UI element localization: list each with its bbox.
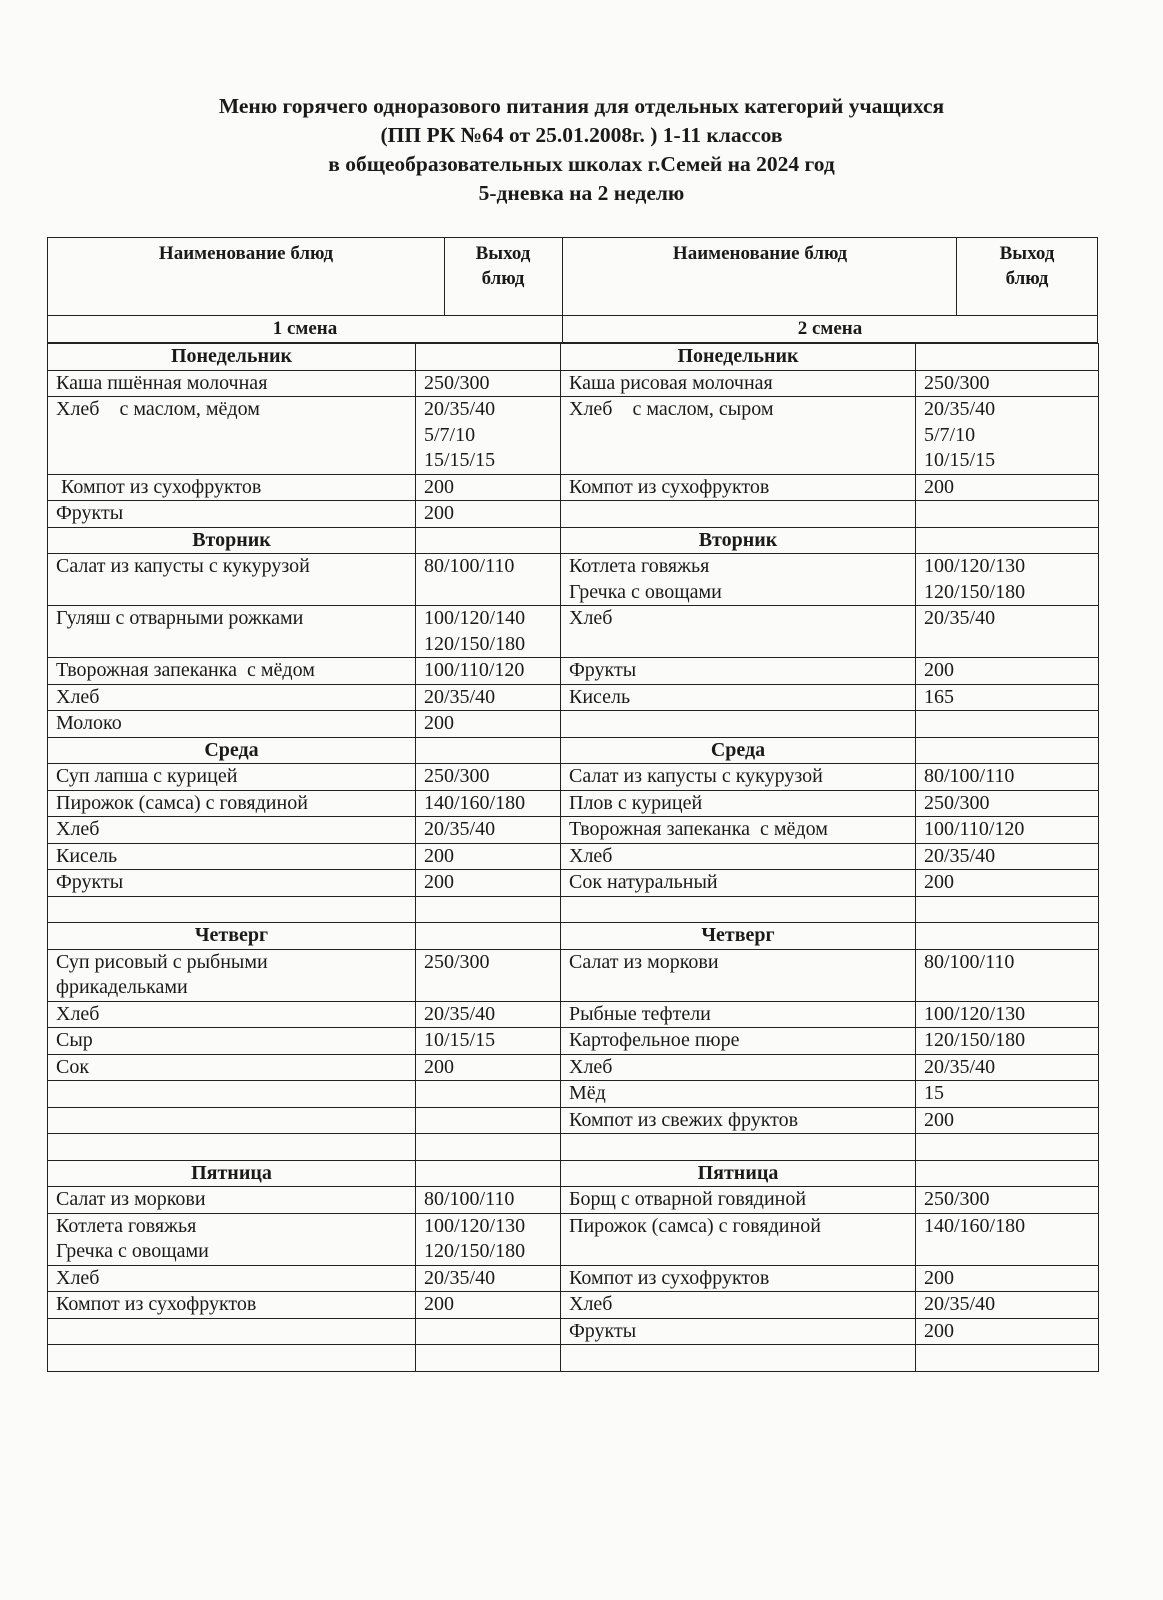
day-label-shift1: Понедельник [48,344,416,371]
dish-yield-shift1: 20/35/40 [416,1265,561,1292]
dish-yield-shift2: 100/120/130 120/150/180 [916,554,1099,606]
dish-yield-shift1: 20/35/40 5/7/10 15/15/15 [416,397,561,475]
dish-name-shift1: Каша пшённая молочная [48,370,416,397]
dish-name-shift2: Борщ с отварной говядиной [561,1187,916,1214]
header-dish-name-left: Наименование блюд [158,243,334,264]
day-header-row [48,344,1099,371]
dish-name-shift2: Пирожок (самса) с говядиной [561,1213,916,1265]
dish-yield-shift2: 120/150/180 [916,1028,1099,1055]
dish-yield-shift2 [916,501,1099,528]
empty-cell [916,1160,1099,1187]
dish-name-shift1: Фрукты [48,870,416,897]
table-row [48,896,1099,923]
dish-yield-shift2 [916,896,1099,923]
dish-yield-shift2: 200 [916,870,1099,897]
dish-yield-shift2 [916,1134,1099,1161]
shift-row [47,316,1098,343]
dish-yield-shift1 [416,1345,561,1372]
table-row [48,1054,1099,1081]
dish-name-shift1 [48,1318,416,1345]
dish-name-shift1: Суп рисовый с рыбными фрикадельками [48,949,416,1001]
day-label-shift1: Пятница [48,1160,416,1187]
dish-name-shift2 [561,896,916,923]
day-label-shift2: Среда [561,737,916,764]
dish-yield-shift1: 200 [416,501,561,528]
dish-name-shift2 [561,1345,916,1372]
empty-cell [416,344,561,371]
day-label-shift2: Четверг [561,923,916,950]
dish-yield-shift1: 100/120/140 120/150/180 [416,606,561,658]
table-row [48,711,1099,738]
dish-yield-shift1: 200 [416,711,561,738]
dish-yield-shift2: 20/35/40 [916,606,1099,658]
dish-yield-shift2: 20/35/40 [916,1054,1099,1081]
dish-name-shift2: Салат из капусты с кукурузой [561,764,916,791]
dish-name-shift2: Компот из сухофруктов [561,474,916,501]
day-label-shift1: Среда [48,737,416,764]
header-yield-left [445,238,561,315]
dish-name-shift2: Хлеб [561,1054,916,1081]
dish-yield-shift2: 15 [916,1081,1099,1108]
table-row [48,397,1099,475]
dish-yield-shift1: 20/35/40 [416,817,561,844]
empty-cell [416,737,561,764]
day-label-shift1: Четверг [48,923,416,950]
dish-yield-shift2: 100/110/120 [916,817,1099,844]
dish-yield-shift2: 200 [916,1107,1099,1134]
dish-yield-shift2: 20/35/40 5/7/10 10/15/15 [916,397,1099,475]
dish-yield-shift2: 20/35/40 [916,843,1099,870]
empty-cell [416,1160,561,1187]
empty-cell [916,737,1099,764]
dish-name-shift2: Кисель [561,684,916,711]
header-yield-left-line2: блюд [481,268,525,289]
table-row [48,1213,1099,1265]
dish-yield-shift2: 250/300 [916,1187,1099,1214]
dish-yield-shift2: 140/160/180 [916,1213,1099,1265]
table-row [48,870,1099,897]
header-yield-left-line1: Выход [475,243,531,264]
table-row [48,606,1099,658]
dish-yield-shift1: 100/110/120 [416,658,561,685]
dish-yield-shift1: 250/300 [416,764,561,791]
table-row [48,1001,1099,1028]
day-label-shift2: Вторник [561,527,916,554]
table-row [48,790,1099,817]
dish-name-shift2: Фрукты [561,658,916,685]
dish-yield-shift1: 10/15/15 [416,1028,561,1055]
dish-name-shift1: Салат из капусты с кукурузой [48,554,416,606]
table-row [48,474,1099,501]
day-label-shift2: Пятница [561,1160,916,1187]
dish-name-shift2: Компот из свежих фруктов [561,1107,916,1134]
empty-cell [916,527,1099,554]
header-yield-right-line1: Выход [999,243,1055,264]
dish-name-shift1: Хлеб [48,817,416,844]
dish-name-shift1 [48,1107,416,1134]
table-row [48,501,1099,528]
dish-name-shift1: Котлета говяжья Гречка с овощами [48,1213,416,1265]
dish-yield-shift1: 140/160/180 [416,790,561,817]
dish-yield-shift1: 250/300 [416,949,561,1001]
table-row [48,658,1099,685]
dish-yield-shift1: 200 [416,843,561,870]
header-dish-name-right: Наименование блюд [672,243,848,264]
menu-table [47,237,1098,1372]
title-line-3: в общеобразовательных школах г.Семей на 2024 год [328,152,835,176]
empty-cell [916,923,1099,950]
dish-name-shift2 [561,711,916,738]
dish-yield-shift2: 200 [916,474,1099,501]
dish-name-shift1 [48,1345,416,1372]
dish-yield-shift1: 200 [416,474,561,501]
dish-name-shift2: Хлеб [561,1292,916,1319]
dish-yield-shift1: 200 [416,870,561,897]
dish-yield-shift1 [416,1318,561,1345]
dish-name-shift1: Гуляш с отварными рожками [48,606,416,658]
day-label-shift1: Вторник [48,527,416,554]
dish-yield-shift2: 250/300 [916,790,1099,817]
dish-yield-shift1 [416,896,561,923]
dish-yield-shift2: 200 [916,658,1099,685]
shift-2-label: 2 смена [797,318,863,339]
dish-name-shift2: Плов с курицей [561,790,916,817]
dish-name-shift2: Салат из моркови [561,949,916,1001]
dish-name-shift2: Каша рисовая молочная [561,370,916,397]
title-line-1: Меню горячего одноразового питания для отдельных категорий учащихся [218,94,945,118]
dish-name-shift2: Хлеб [561,843,916,870]
dish-yield-shift2: 100/120/130 [916,1001,1099,1028]
table-row [48,949,1099,1001]
dish-name-shift1: Кисель [48,843,416,870]
dish-name-shift1: Пирожок (самса) с говядиной [48,790,416,817]
day-header-row [48,923,1099,950]
dish-yield-shift2: 80/100/110 [916,764,1099,791]
empty-cell [916,344,1099,371]
dish-name-shift2 [561,501,916,528]
dish-name-shift2: Рыбные тефтели [561,1001,916,1028]
dish-name-shift1: Хлеб [48,684,416,711]
dish-name-shift1: Сок [48,1054,416,1081]
dish-name-shift1: Творожная запеканка с мёдом [48,658,416,685]
table-row [48,1107,1099,1134]
table-header [47,237,1098,316]
dish-name-shift2: Компот из сухофруктов [561,1265,916,1292]
dish-name-shift2: Хлеб [561,606,916,658]
shift-1-label: 1 смена [272,318,338,339]
dish-yield-shift2: 20/35/40 [916,1292,1099,1319]
dish-name-shift1: Хлеб с маслом, мёдом [48,397,416,475]
document-title [0,92,1163,208]
table-row [48,1081,1099,1108]
dish-yield-shift2: 200 [916,1318,1099,1345]
dish-name-shift2: Картофельное пюре [561,1028,916,1055]
table-row [48,684,1099,711]
dish-name-shift2: Котлета говяжья Гречка с овощами [561,554,916,606]
header-yield-right-line2: блюд [1005,268,1049,289]
header-yield-right [957,238,1097,315]
dish-name-shift1: Компот из сухофруктов [48,474,416,501]
dish-yield-shift1: 200 [416,1054,561,1081]
dish-name-shift1: Сыр [48,1028,416,1055]
dish-yield-shift2 [916,711,1099,738]
dish-yield-shift2: 250/300 [916,370,1099,397]
dish-name-shift1: Молоко [48,711,416,738]
dish-name-shift1: Хлеб [48,1265,416,1292]
table-row [48,1028,1099,1055]
table-row [48,554,1099,606]
table-row [48,370,1099,397]
title-line-4: 5-дневка на 2 неделю [478,181,685,205]
dish-name-shift2: Фрукты [561,1318,916,1345]
dish-yield-shift1 [416,1134,561,1161]
table-row [48,1345,1099,1372]
dish-name-shift2 [561,1134,916,1161]
dish-name-shift2: Творожная запеканка с мёдом [561,817,916,844]
table-row [48,1187,1099,1214]
dish-yield-shift1: 20/35/40 [416,1001,561,1028]
empty-cell [416,527,561,554]
empty-cell [416,923,561,950]
dish-name-shift1 [48,896,416,923]
day-label-shift2: Понедельник [561,344,916,371]
dish-yield-shift1: 20/35/40 [416,684,561,711]
table-row [48,817,1099,844]
table-row [48,1265,1099,1292]
dish-yield-shift2: 80/100/110 [916,949,1099,1001]
dish-yield-shift2 [916,1345,1099,1372]
dish-yield-shift2: 200 [916,1265,1099,1292]
table-row [48,1318,1099,1345]
dish-name-shift1: Компот из сухофруктов [48,1292,416,1319]
day-header-row [48,1160,1099,1187]
dish-name-shift1 [48,1081,416,1108]
dish-name-shift1: Хлеб [48,1001,416,1028]
dish-yield-shift1: 80/100/110 [416,1187,561,1214]
dish-yield-shift1: 250/300 [416,370,561,397]
dish-yield-shift1: 100/120/130 120/150/180 [416,1213,561,1265]
table-row [48,1134,1099,1161]
dish-yield-shift2: 165 [916,684,1099,711]
title-line-2: (ПП РК №64 от 25.01.2008г. ) 1-11 классов [380,123,783,147]
dish-name-shift2: Хлеб с маслом, сыром [561,397,916,475]
day-header-row [48,527,1099,554]
dish-name-shift2: Сок натуральный [561,870,916,897]
dish-name-shift1: Фрукты [48,501,416,528]
dish-yield-shift1: 80/100/110 [416,554,561,606]
table-row [48,764,1099,791]
dish-yield-shift1: 200 [416,1292,561,1319]
dish-name-shift1: Суп лапша с курицей [48,764,416,791]
dish-name-shift1: Салат из моркови [48,1187,416,1214]
menu-body [47,343,1099,1372]
dish-yield-shift1 [416,1081,561,1108]
dish-yield-shift1 [416,1107,561,1134]
dish-name-shift2: Мёд [561,1081,916,1108]
table-row [48,1292,1099,1319]
day-header-row [48,737,1099,764]
table-row [48,843,1099,870]
dish-name-shift1 [48,1134,416,1161]
